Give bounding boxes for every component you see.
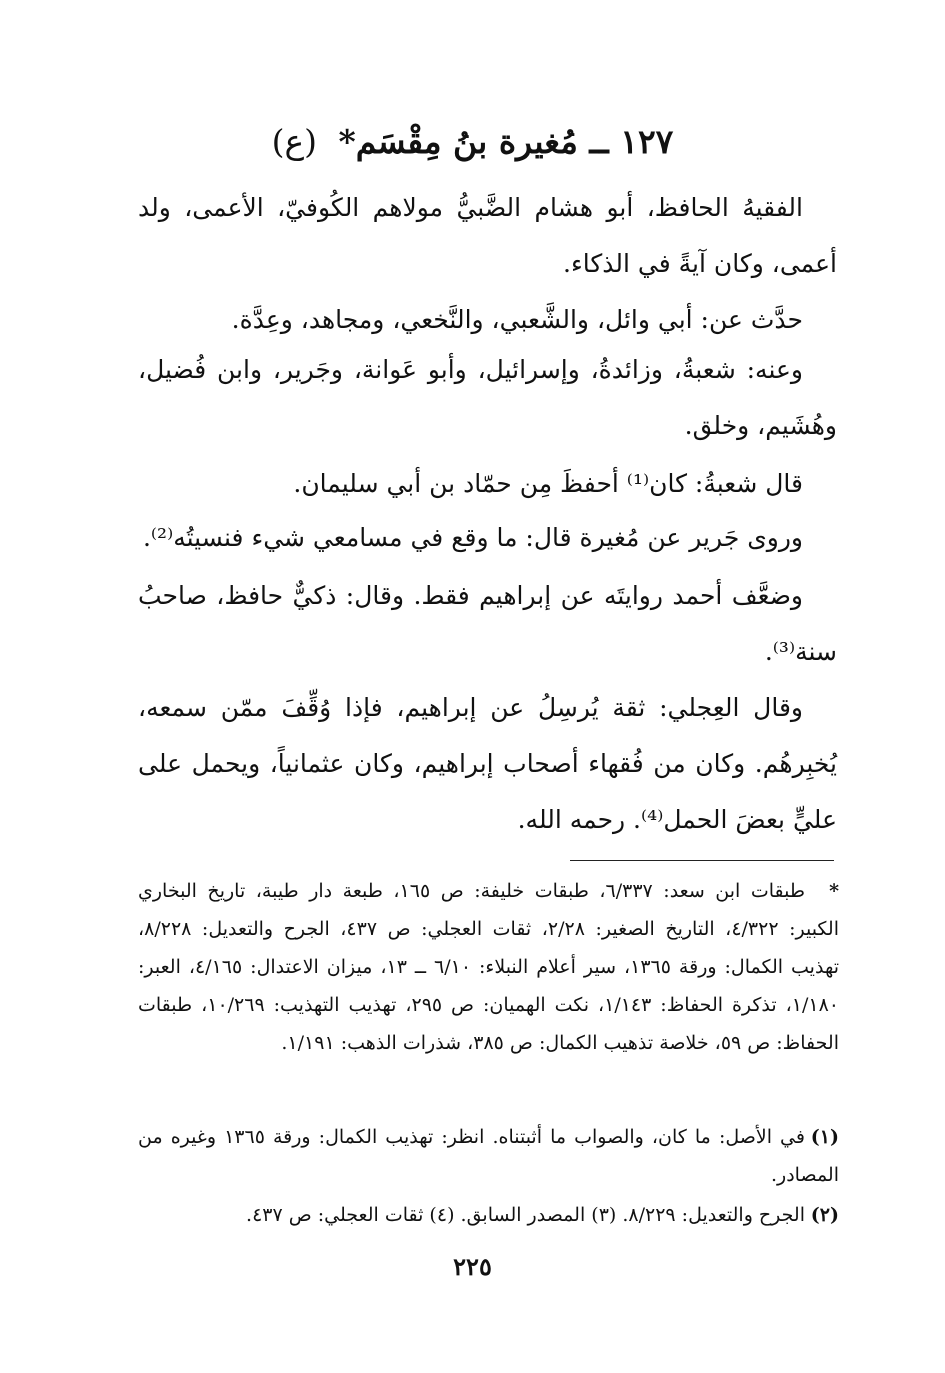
page-number: ٢٢٥ — [453, 1252, 492, 1281]
footnote-2-text: الجرح والتعديل: ٨/٢٢٩. (٣) المصدر السابق. (٤) ثقات العجلي: ص ٤٣٧. — [246, 1204, 805, 1226]
footnote-2-mark: (٢) — [810, 1204, 839, 1226]
footnote-separator — [570, 860, 834, 861]
entry-title — [150, 118, 795, 166]
footnote-1 — [138, 1118, 839, 1194]
footnote-star-mark: * — [829, 880, 839, 902]
paragraph-intro: الفقيهُ الحافظ، أبو هشام الضَّبيُّ مولاهم الكُوفيّ، الأعمى، ولد أعمى، وكان آيةً في الذكاء. — [138, 193, 837, 278]
footnote-sources — [138, 872, 839, 1062]
paragraph-teachers: حدَّث عن: أبي وائل، والشَّعبي، والنَّخعي، ومجاهد، وعِدَّة. — [231, 305, 803, 334]
paragraph-ijli: وقال العِجلي: ثقة يُرسِلُ عن إبراهيم، فإذا وُقِّفَ ممّن سمعه، يُخبِرهُم. وكان من فُقهاء أصحاب إبراهيم، وكان عثمانياً، ويحمل على عليٍّ بعضَ الحمل⁽⁴⁾. رحمه الله. — [138, 693, 837, 834]
entry-title-text: ١٢٧ ــ مُغيرة بنُ مِقْسَم* — [338, 122, 674, 161]
footnote-1-text: في الأصل: ما كان، والصواب ما أثبتناه. انظر: تهذيب الكمال: ورقة ١٣٦٥ وغيره من المصادر. — [138, 1126, 839, 1186]
footnote-2-4 — [138, 1196, 839, 1234]
paragraph-students: وعنه: شعبةُ، وزائدةُ، وإسرائيل، وأبو عَوانة، وجَرير، وابن فُضيل، وهُشَيم، وخلق. — [138, 355, 837, 440]
footnote-1-mark: (١) — [810, 1126, 839, 1148]
footnote-star-text: طبقات ابن سعد: ٦/٣٣٧، طبقات خليفة: ص ١٦٥، طبعة دار طيبة، تاريخ البخاري الكبير: ٤/٣٢٢، التاريخ الصغير: ٢/٢٨، ثقات العجلي: ص ٤٣٧، الجرح والتعديل: ٨/٢٢٨، تهذيب الكمال: ورقة ١٣٦٥، سير أعلام النبلاء: ٦/١٠ ــ ١٣، ميزان الاعتدال: ٤/١٦٥، العبر: ١/١٨٠، تذكرة الحفاظ: ١/١٤٣، نكت الهميان: ص ٢٩٥، تهذيب التهذيب: ١٠/٢٦٩، طبقات الحفاظ: ص ٥٩، خلاصة تذهيب الكمال: ص ٣٨٥، شذرات الذهب: ١/١٩١. — [138, 880, 840, 1054]
paragraph-jarir: وروى جَرير عن مُغيرة قال: ما وقع في مسامعي شيء فنسيتُه⁽²⁾. — [142, 523, 803, 552]
paragraph-shuba: قال شعبةُ: كان⁽¹⁾ أحفظَ مِن حمّاد بن أبي سليمان. — [293, 469, 803, 498]
entry-title-tag: (ع) — [271, 122, 318, 161]
paragraph-ahmad: وضعَّف أحمد روايتَه عن إبراهيم فقط. وقال: ذكيٌّ حافظ، صاحبُ سنة⁽³⁾. — [138, 581, 837, 666]
